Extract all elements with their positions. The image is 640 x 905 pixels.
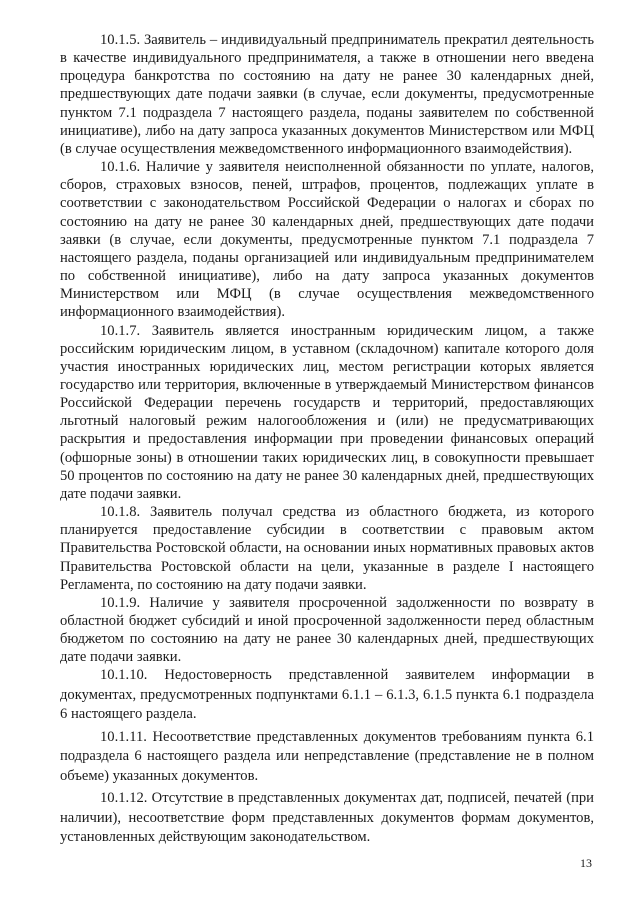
paragraph-10-1-9: 10.1.9. Наличие у заявителя просроченной задолженности по возврату в областной бюджет субсидий и иной просроченной задолженности перед областным бюджетом по состоянию на дату не ранее 30 календарных дней, предшествующих дате подачи заявки. (60, 594, 594, 666)
paragraph-10-1-12: 10.1.12. Отсутствие в представленных документах дат, подписей, печатей (при наличии), несоответствие форм представленных документов формам документов, установленных действующим законодательством. (60, 790, 594, 846)
paragraph-10-1-11: 10.1.11. Несоответствие представленных документов требованиям пункта 6.1 подраздела 6 настоящего раздела или непредставление (представление не в полном объеме) указанных документов. (60, 728, 594, 784)
page-number: 13 (580, 856, 592, 870)
paragraph-10-1-7: 10.1.7. Заявитель является иностранным юридическим лицом, а также российским юридическим лицом, в уставном (складочном) капитале которого доля участия иностранных юридических лиц, местом регистрации которых является государство или территория, включенные в утверждаемый Министерством финансов Российской Федерации перечень государств и территорий, предоставляющих льготный налоговый режим налогообложения и (или) не предусматривающих раскрытия и предоставления информации при проведении финансовых операций (офшорные зоны) в отношении таких юридических лиц, в совокупности превышает 50 процентов по состоянию на дату не ранее 30 календарных дней, предшествующих дате подачи заявки. (60, 322, 594, 502)
paragraph-10-1-5: 10.1.5. Заявитель – индивидуальный предприниматель прекратил деятельность в качестве индивидуального предпринимателя, а также в отношении него введена процедура банкротства по состоянию на дату не ранее 30 календарных дней, предшествующих дате подачи заявки (в случае, если документы, предусмотренные пунктом 7.1 подраздела 7 настоящего раздела, поданы заявителем по собственной инициативе), либо на дату запроса указанных документов Министерством или МФЦ (в случае осуществления межведомственного информационного взаимодействия). (60, 32, 594, 157)
paragraph-10-1-10: 10.1.10. Недостоверность представленной заявителем информации в документах, предусмотренных подпунктами 6.1.1 – 6.1.3, 6.1.5 пункта 6.1 подраздела 6 настоящего раздела. (60, 667, 594, 723)
paragraph-10-1-6: 10.1.6. Наличие у заявителя неисполненной обязанности по уплате, налогов, сборов, страховых взносов, пеней, штрафов, процентов, подлежащих уплате в соответствии с законодательством Российской Федерации о налогах и сборах по состоянию на дату не ранее 30 календарных дней, предшествующих дате подачи заявки (в случае, если документы, предусмотренные пунктом 7.1 подраздела 7 настоящего раздела, поданы организацией или индивидуальным предпринимателем по собственной инициативе), либо на дату запроса указанных документов Министерством или МФЦ (в случае осуществления межведомственного информационного взаимодействия). (60, 159, 594, 321)
document-body (60, 31, 594, 848)
paragraph-10-1-8: 10.1.8. Заявитель получал средства из областного бюджета, из которого планируется предоставление субсидии в соответствии с правовым актом Правительства Ростовской области, на основании иных нормативных правовых актов Правительства Ростовской области на цели, указанные в разделе I настоящего Регламента, по состоянию на дату подачи заявки. (60, 504, 594, 593)
